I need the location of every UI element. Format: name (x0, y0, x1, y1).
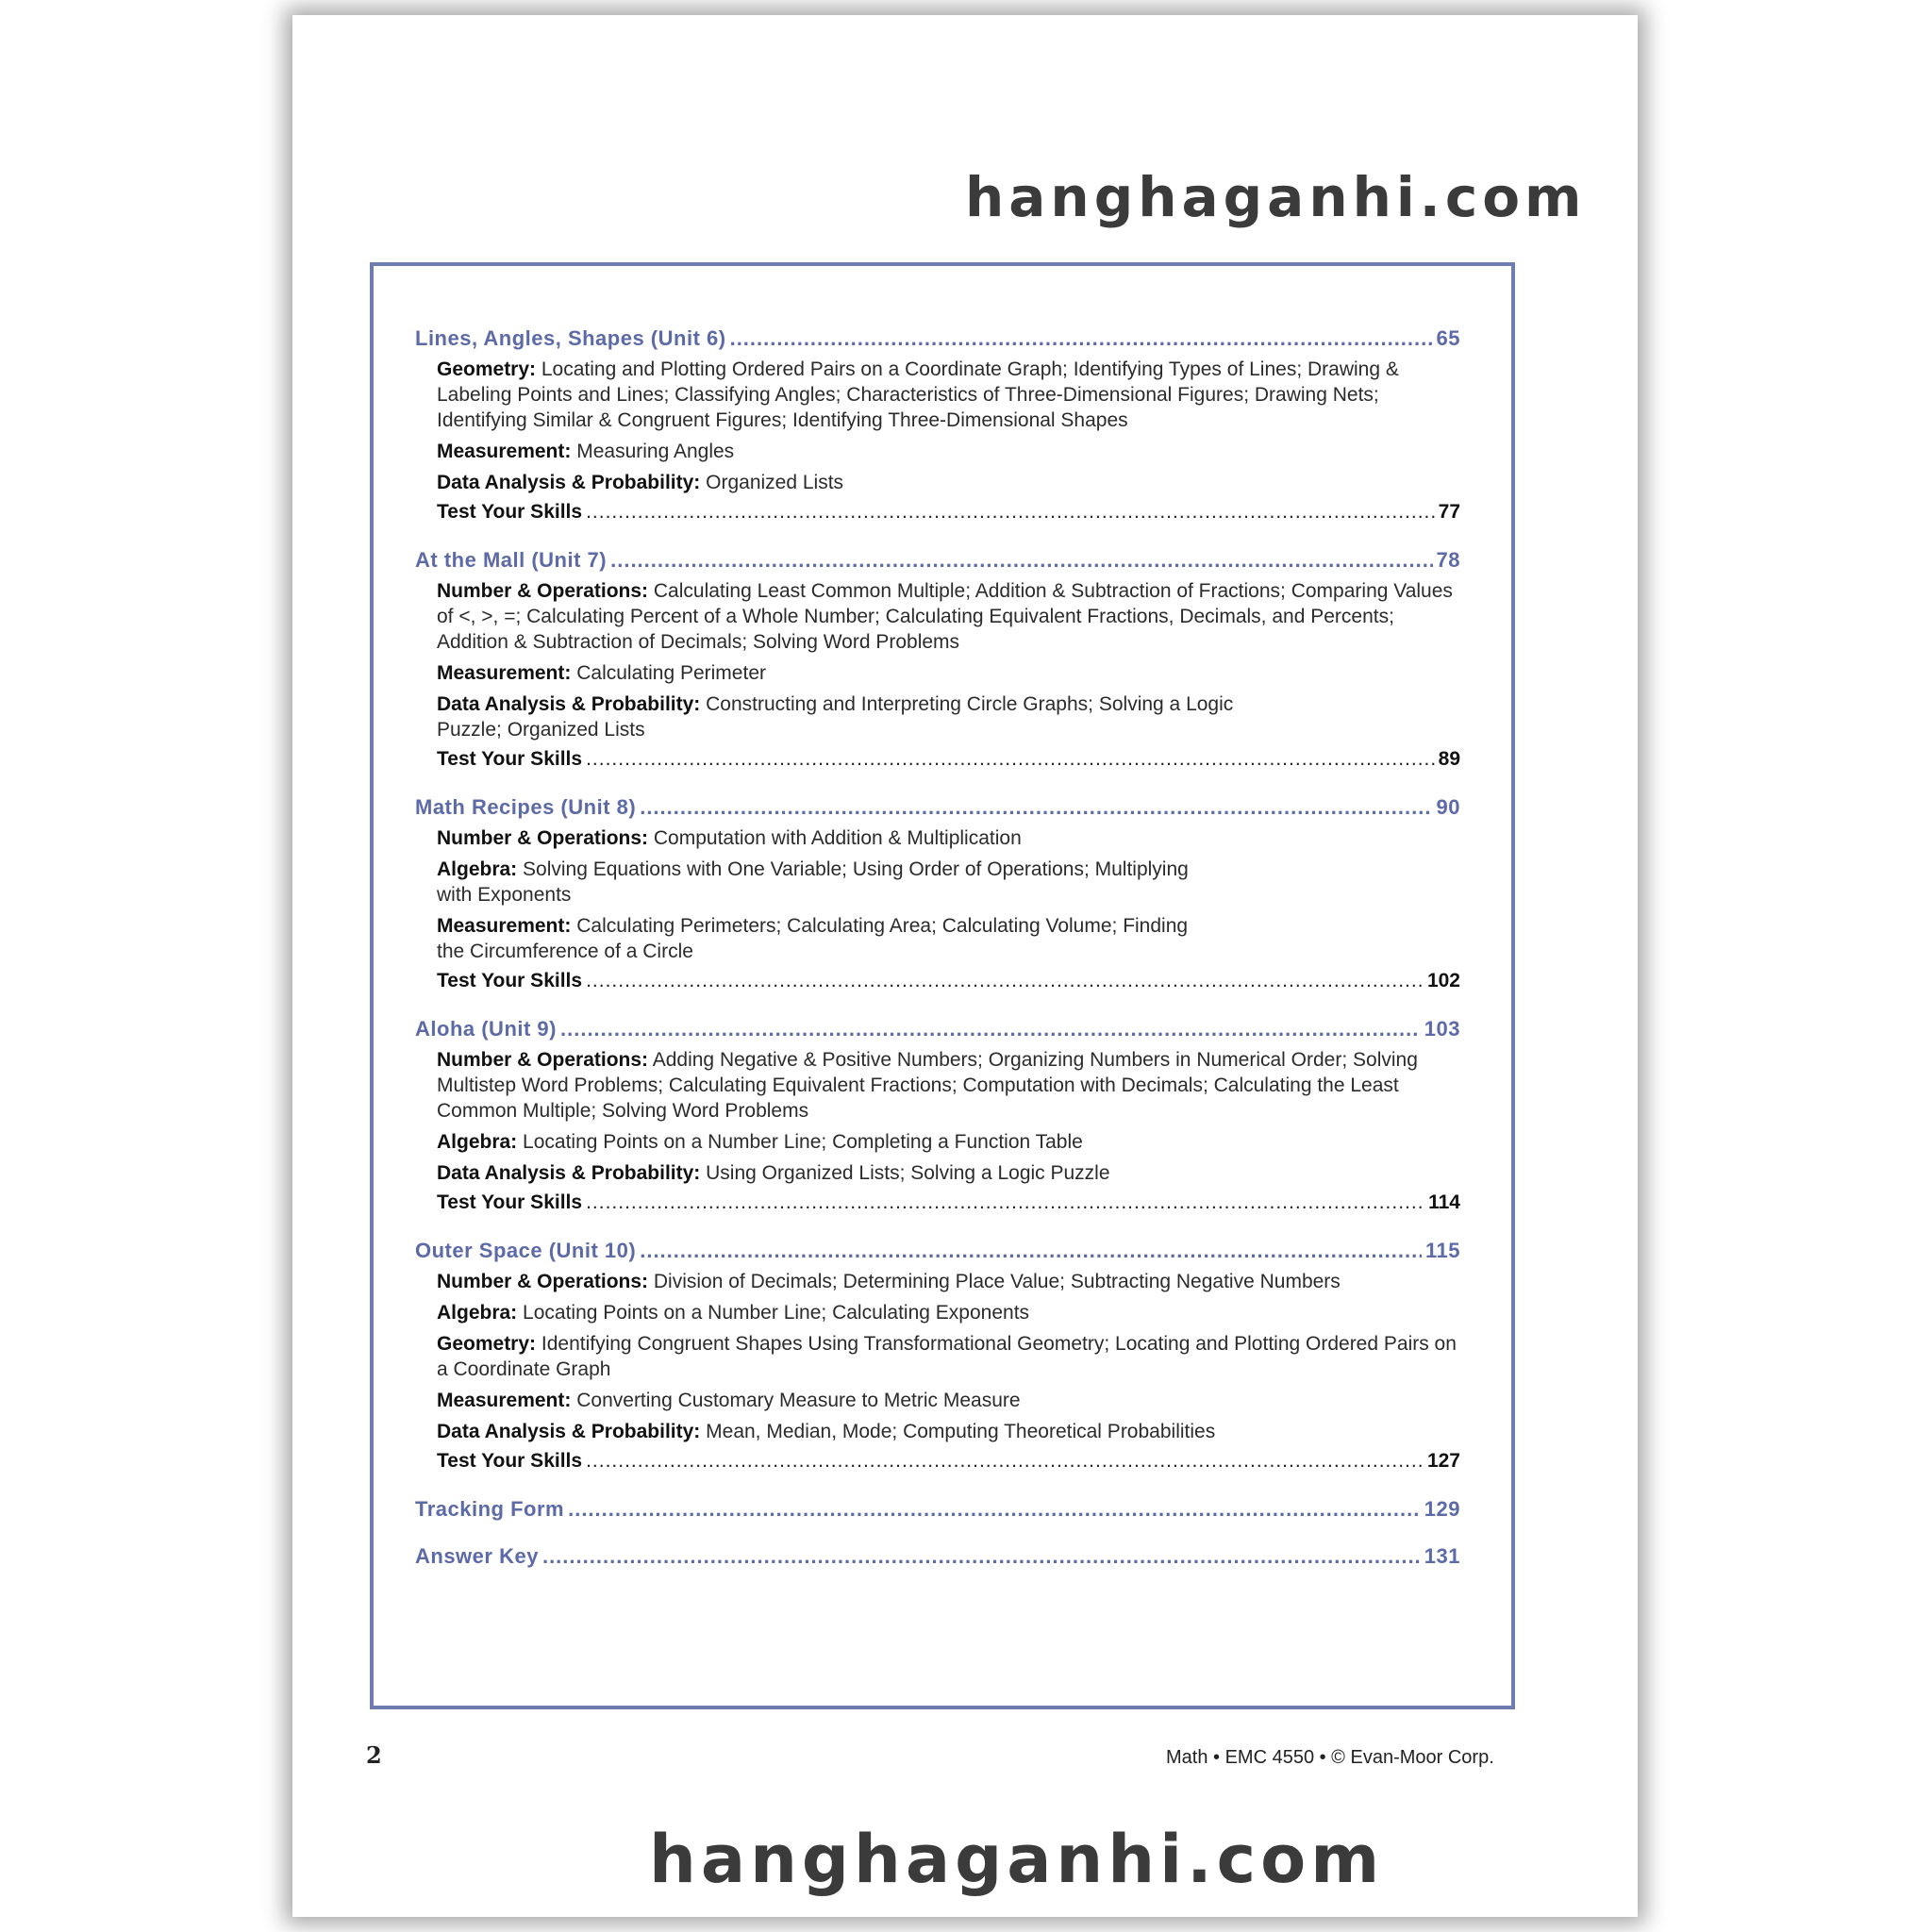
topic-text: Measuring Angles (576, 441, 735, 462)
toc-unit-6 (415, 326, 1460, 524)
test-label: Test Your Skills (437, 501, 583, 523)
leader-dots (640, 1239, 1422, 1263)
toc-answer-key[interactable] (415, 1544, 1460, 1569)
topic-text: Mean, Median, Mode; Computing Theoretical Probabilities (706, 1421, 1216, 1442)
topic-entry (437, 691, 1257, 742)
toc-unit-8 (415, 795, 1460, 992)
test-your-skills-entry[interactable] (437, 1450, 1460, 1473)
topic-text: Locating Points on a Number Line; Completing a Function Table (523, 1131, 1083, 1153)
topic-entry (437, 660, 1460, 686)
toc-unit-7 (415, 548, 1460, 771)
leader-dots (640, 795, 1432, 820)
unit-page: 90 (1436, 795, 1460, 819)
unit-title: Aloha (Unit 9) (415, 1017, 557, 1041)
unit-page: 115 (1425, 1239, 1460, 1262)
leader-dots (542, 1544, 1421, 1569)
unit-page: 78 (1436, 548, 1460, 572)
table-of-contents (415, 326, 1460, 1591)
toc-unit-10 (415, 1239, 1460, 1473)
watermark-top: hanghaganhi.com (965, 165, 1587, 229)
unit-title: At the Mall (Unit 7) (415, 548, 608, 572)
topic-entry (437, 357, 1460, 433)
test-label: Test Your Skills (437, 1191, 583, 1213)
test-page: 77 (1438, 501, 1460, 523)
topic-text: Organized Lists (706, 472, 844, 493)
topic-entry (437, 1419, 1460, 1444)
topic-label: Measurement: (437, 441, 572, 462)
unit-heading[interactable] (415, 795, 1460, 820)
topic-entry (437, 439, 1460, 464)
topic-label: Algebra: (437, 1131, 518, 1153)
topic-label: Measurement: (437, 915, 572, 937)
topic-text: Using Organized Lists; Solving a Logic Puzzle (706, 1162, 1110, 1184)
test-page: 102 (1426, 970, 1460, 991)
unit-title: Math Recipes (Unit 8) (415, 795, 637, 819)
topic-label: Algebra: (437, 1302, 518, 1324)
test-your-skills-entry[interactable] (437, 748, 1460, 771)
topic-label: Geometry: (437, 358, 537, 380)
topic-label: Algebra: (437, 858, 518, 880)
topic-entry (437, 1160, 1460, 1186)
topic-label: Number & Operations: (437, 827, 649, 849)
extra-page: 129 (1424, 1497, 1460, 1521)
test-label: Test Your Skills (437, 748, 583, 770)
topic-label: Data Analysis & Probability: (437, 472, 701, 493)
topic-entry (437, 1269, 1460, 1294)
toc-unit-9 (415, 1017, 1460, 1214)
topic-label: Data Analysis & Probability: (437, 1421, 701, 1442)
test-label: Test Your Skills (437, 1450, 583, 1472)
topic-label: Data Analysis & Probability: (437, 1162, 701, 1184)
topic-text: Calculating Least Common Multiple; Addition & Subtraction of Fractions; Comparing Values of <, >, =; Calculating Percent of a Whole Number; Calculating Equivalent Fractions, Decimals, and Percents; Addition & Subtraction of Decimals; Solving Word Problems (437, 580, 1453, 653)
unit-title: Outer Space (Unit 10) (415, 1239, 637, 1262)
leader-dots (568, 1497, 1421, 1522)
leader-dots (610, 548, 1432, 573)
topic-label: Data Analysis & Probability: (437, 693, 701, 715)
topic-text: Converting Customary Measure to Metric Measure (576, 1390, 1021, 1411)
unit-page: 103 (1424, 1017, 1460, 1041)
topic-label: Number & Operations: (437, 580, 649, 602)
topic-entry (437, 1331, 1460, 1382)
topic-label: Measurement: (437, 1390, 572, 1411)
topic-text: Constructing and Interpreting Circle Graphs; Solving a Logic Puzzle; Organized Lists (437, 693, 1234, 741)
extra-page: 131 (1424, 1544, 1460, 1568)
topic-text: Computation with Addition & Multiplication (653, 827, 1022, 849)
footer-credit: Math • EMC 4550 • © Evan-Moor Corp. (1166, 1747, 1494, 1768)
leader-dots (586, 1450, 1424, 1473)
extra-title: Answer Key (415, 1544, 539, 1568)
test-page: 114 (1428, 1191, 1460, 1213)
topic-entry (437, 913, 1210, 964)
extra-title: Tracking Form (415, 1497, 565, 1521)
page-number: 2 (366, 1741, 382, 1769)
topic-entry (437, 578, 1460, 655)
leader-dots (730, 326, 1433, 351)
unit-heading[interactable] (415, 548, 1460, 573)
topic-text: Solving Equations with One Variable; Using Order of Operations; Multiplying with Exponents (437, 858, 1189, 906)
topic-text: Identifying Congruent Shapes Using Transformational Geometry; Locating and Plotting Ordered Pairs on a Coordinate Graph (437, 1333, 1457, 1380)
topic-entry (437, 470, 1460, 495)
topic-entry (437, 1129, 1460, 1155)
topic-label: Number & Operations: (437, 1049, 649, 1071)
topic-label: Geometry: (437, 1333, 537, 1355)
test-your-skills-entry[interactable] (437, 501, 1460, 524)
unit-heading[interactable] (415, 326, 1460, 351)
unit-title: Lines, Angles, Shapes (Unit 6) (415, 326, 726, 350)
watermark-bottom: hanghaganhi.com (649, 1821, 1385, 1898)
unit-heading[interactable] (415, 1017, 1460, 1041)
test-page: 127 (1426, 1450, 1460, 1472)
test-your-skills-entry[interactable] (437, 970, 1460, 992)
leader-dots (560, 1017, 1421, 1041)
unit-page: 65 (1436, 326, 1460, 350)
topic-entry (437, 857, 1191, 908)
topic-text: Calculating Perimeter (576, 662, 766, 684)
leader-dots (586, 970, 1424, 992)
test-label: Test Your Skills (437, 970, 583, 991)
test-page: 89 (1438, 748, 1460, 770)
test-your-skills-entry[interactable] (437, 1191, 1460, 1214)
topic-entry (437, 1300, 1460, 1325)
unit-heading[interactable] (415, 1239, 1460, 1263)
topic-entry (437, 1388, 1460, 1413)
topic-text: Calculating Perimeters; Calculating Area; Calculating Volume; Finding the Circumference of a Circle (437, 915, 1189, 962)
topic-text: Division of Decimals; Determining Place Value; Subtracting Negative Numbers (653, 1271, 1341, 1292)
leader-dots (586, 1191, 1424, 1214)
leader-dots (586, 748, 1435, 771)
topic-label: Measurement: (437, 662, 572, 684)
topic-entry (437, 1047, 1460, 1124)
leader-dots (586, 501, 1435, 524)
topic-text: Adding Negative & Positive Numbers; Organizing Numbers in Numerical Order; Solving Multistep Word Problems; Calculating Equivalent Fractions; Computation with Decimals; Calculating the Least Common Multiple; Solving Word Problems (437, 1049, 1418, 1122)
topic-text: Locating and Plotting Ordered Pairs on a Coordinate Graph; Identifying Types of Lines; Drawing & Labeling Points and Lines; Classifying Angles; Characteristics of Three-Dimensional Figures; Drawing Nets; Identifying Similar & Congruent Figures; Identifying Three-Dimensional Shapes (437, 358, 1399, 431)
topic-text: Locating Points on a Number Line; Calculating Exponents (523, 1302, 1030, 1324)
toc-tracking-form[interactable] (415, 1497, 1460, 1522)
topic-entry (437, 825, 1460, 851)
topic-label: Number & Operations: (437, 1271, 649, 1292)
